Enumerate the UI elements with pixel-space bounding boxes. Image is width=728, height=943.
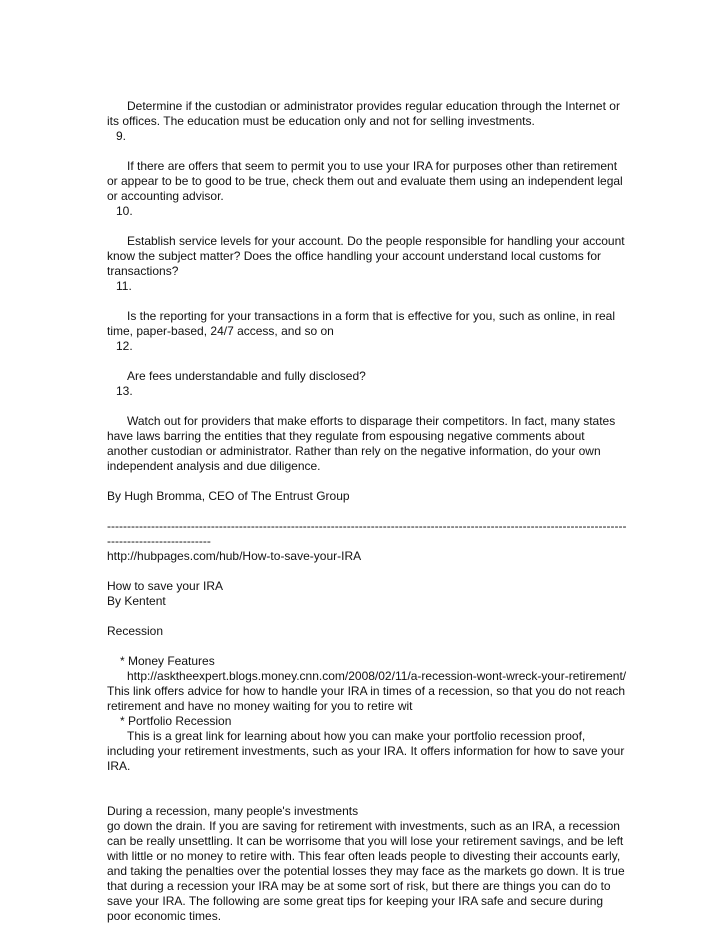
separator-line: ------------------------------------------------------------------------------------------------------------------------------------------------------------ <box>107 519 627 548</box>
closing-body: go down the drain. If you are saving for retirement with investments, such as an IRA, a recession can be really unsettling. It can be worrisome that you will lose your retirement savings, and be left with little or no money to retire with. This fear often leads people to divesting their accounts early, and taking the penalties over the potential losses they may face as the markets go down. It is true that during a recession your IRA may be at some sort of risk, but there are things you can do to save your IRA. The following are some great tips for keeping your IRA safe and secure during poor economic times. <box>107 819 625 923</box>
item-number: 12. <box>116 339 133 353</box>
source-link[interactable]: http://hubpages.com/hub/How-to-save-your-IRA <box>107 549 362 563</box>
item-number: 13. <box>116 384 133 398</box>
item-text: Are fees understandable and fully disclosed? <box>127 369 366 383</box>
section-heading: Recession <box>107 624 164 638</box>
item-text: Is the reporting for your transactions in a form that is effective for you, such as online, in real time, paper-based, 24/7 access, and so on <box>107 309 616 338</box>
item-text: Establish service levels for your account. Do the people responsible for handling your account know the subject matter? Does the office handling your account understand local customs for transactions? <box>107 234 625 278</box>
item-number: 11. <box>116 279 132 293</box>
document-page <box>107 99 627 924</box>
byline: By Hugh Bromma, CEO of The Entrust Group <box>107 489 350 503</box>
feature-text: http://asktheexpert.blogs.money.cnn.com/2008/02/11/a-recession-wont-wreck-your-retirement/ This link offers advice for how to handle your IRA in times of a recession, so that you do not reach retirement and have no money waiting for you to retire wit <box>107 669 627 713</box>
feature-label: * Money Features <box>120 654 215 668</box>
article-author: By Kentent <box>107 594 166 608</box>
item-text: Determine if the custodian or administrator provides regular education through the Internet or its offices. The education must be education only and not for selling investments. <box>107 99 620 128</box>
closing-lead: During a recession, many people's investments <box>107 804 359 818</box>
feature-label: * Portfolio Recession <box>120 714 232 728</box>
feature-text: This is a great link for learning about how you can make your portfolio recession proof, including your retirement investments, such as your IRA. It offers information for how to save your IRA. <box>107 729 625 773</box>
item-text: If there are offers that seem to permit you to use your IRA for purposes other than retirement or appear to be to good to be true, check them out and evaluate them using an independent legal or accounting advisor. <box>107 159 623 203</box>
item-number: 9. <box>116 129 127 143</box>
item-number: 10. <box>116 204 133 218</box>
article-title: How to save your IRA <box>107 579 224 593</box>
item-text: Watch out for providers that make efforts to disparage their competitors. In fact, many states have laws barring the entities that they regulate from espousing negative comments about another custodian or administrator. Rather than rely on the negative information, do your own independent analysis and due diligence. <box>107 414 616 473</box>
